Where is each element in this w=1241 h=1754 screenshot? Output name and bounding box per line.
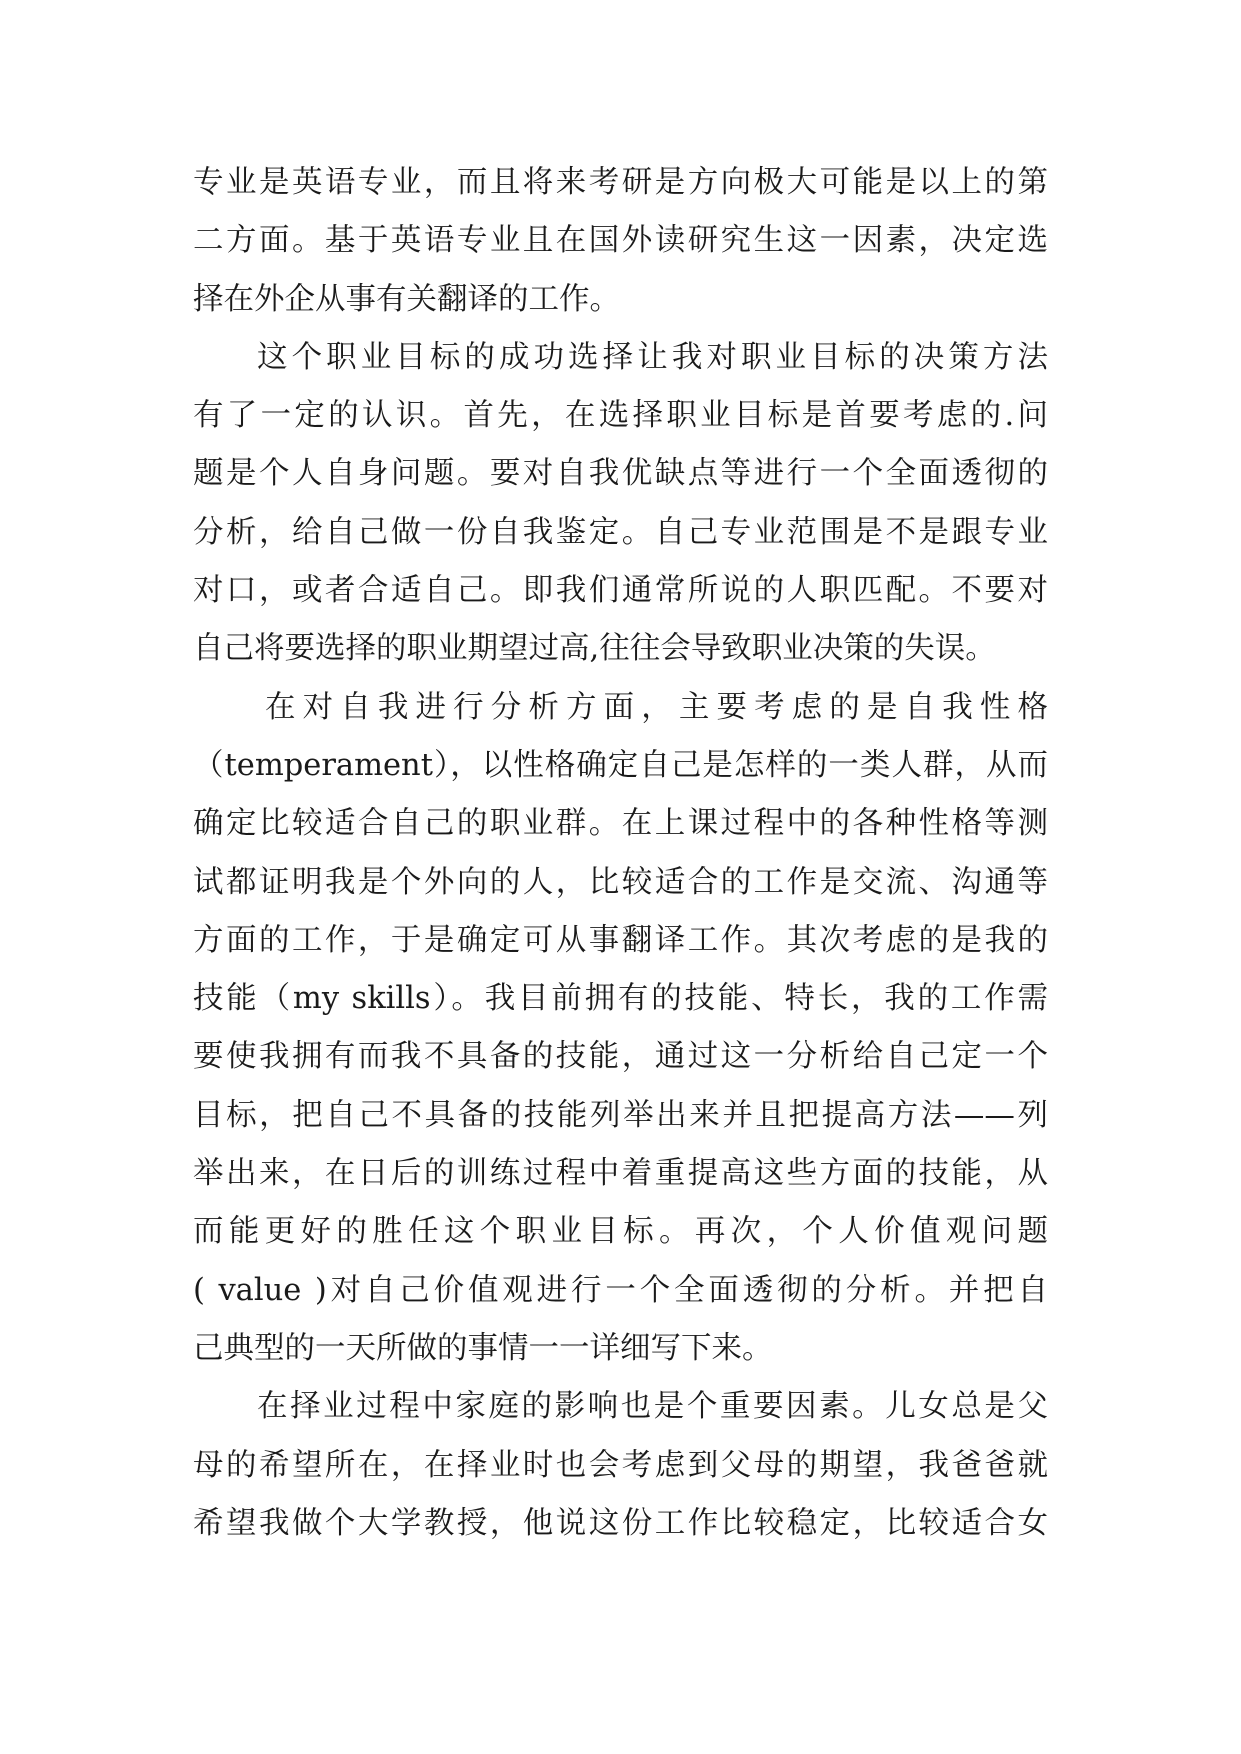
text-line: 母的希望所在，在择业时也会考虑到父母的期望，我爸爸就 bbox=[193, 1447, 1048, 1483]
text-line: 技能（my skills）。我目前拥有的技能、特长，我的工作需 bbox=[193, 981, 1048, 1017]
text-line: 二方面。基于英语专业且在国外读研究生这一因素，决定选 bbox=[193, 223, 1048, 259]
text-line: 对口，或者合适自己。即我们通常所说的人职匹配。不要对 bbox=[193, 573, 1048, 609]
text-line: 在择业过程中家庭的影响也是个重要因素。儿女总是父 bbox=[257, 1389, 1048, 1425]
text-line: 有了一定的认识。首先，在选择职业目标是首要考虑的.问 bbox=[193, 398, 1048, 434]
text-line: 试都证明我是个外向的人，比较适合的工作是交流、沟通等 bbox=[193, 864, 1048, 900]
text-line: 在对自我进行分析方面，主要考虑的是自我性格 bbox=[265, 689, 1048, 725]
text-line: （temperament），以性格确定自己是怎样的一类人群，从而 bbox=[193, 747, 1048, 783]
text-line: 希望我做个大学教授，他说这份工作比较稳定，比较适合女 bbox=[193, 1505, 1048, 1541]
text-line: 举出来，在日后的训练过程中着重提高这些方面的技能，从 bbox=[193, 1156, 1048, 1192]
text-line: 自己将要选择的职业期望过高,往往会导致职业决策的失误。 bbox=[193, 631, 996, 667]
text-line: 择在外企从事有关翻译的工作。 bbox=[193, 281, 620, 317]
text-line: 己典型的一天所做的事情一一详细写下来。 bbox=[193, 1330, 773, 1366]
text-line: ( value )对自己价值观进行一个全面透彻的分析。并把自 bbox=[193, 1272, 1048, 1308]
text-line: 目标，把自己不具备的技能列举出来并且把提高方法——列 bbox=[193, 1097, 1048, 1133]
text-line: 要使我拥有而我不具备的技能，通过这一分析给自己定一个 bbox=[193, 1039, 1048, 1075]
text-line: 方面的工作，于是确定可从事翻译工作。其次考虑的是我的 bbox=[193, 922, 1048, 958]
text-line: 而能更好的胜任这个职业目标。再次，个人价值观问题 bbox=[193, 1214, 1048, 1250]
text-line: 这个职业目标的成功选择让我对职业目标的决策方法 bbox=[257, 339, 1048, 375]
text-line: 专业是英语专业，而且将来考研是方向极大可能是以上的第 bbox=[193, 165, 1048, 200]
text-line: 分析，给自己做一份自我鉴定。自己专业范围是不是跟专业 bbox=[193, 514, 1048, 550]
body-text bbox=[193, 163, 1048, 1562]
text-line: 题是个人自身问题。要对自我优缺点等进行一个全面透彻的 bbox=[193, 456, 1048, 492]
text-line: 确定比较适合自己的职业群。在上课过程中的各种性格等测 bbox=[193, 806, 1048, 842]
